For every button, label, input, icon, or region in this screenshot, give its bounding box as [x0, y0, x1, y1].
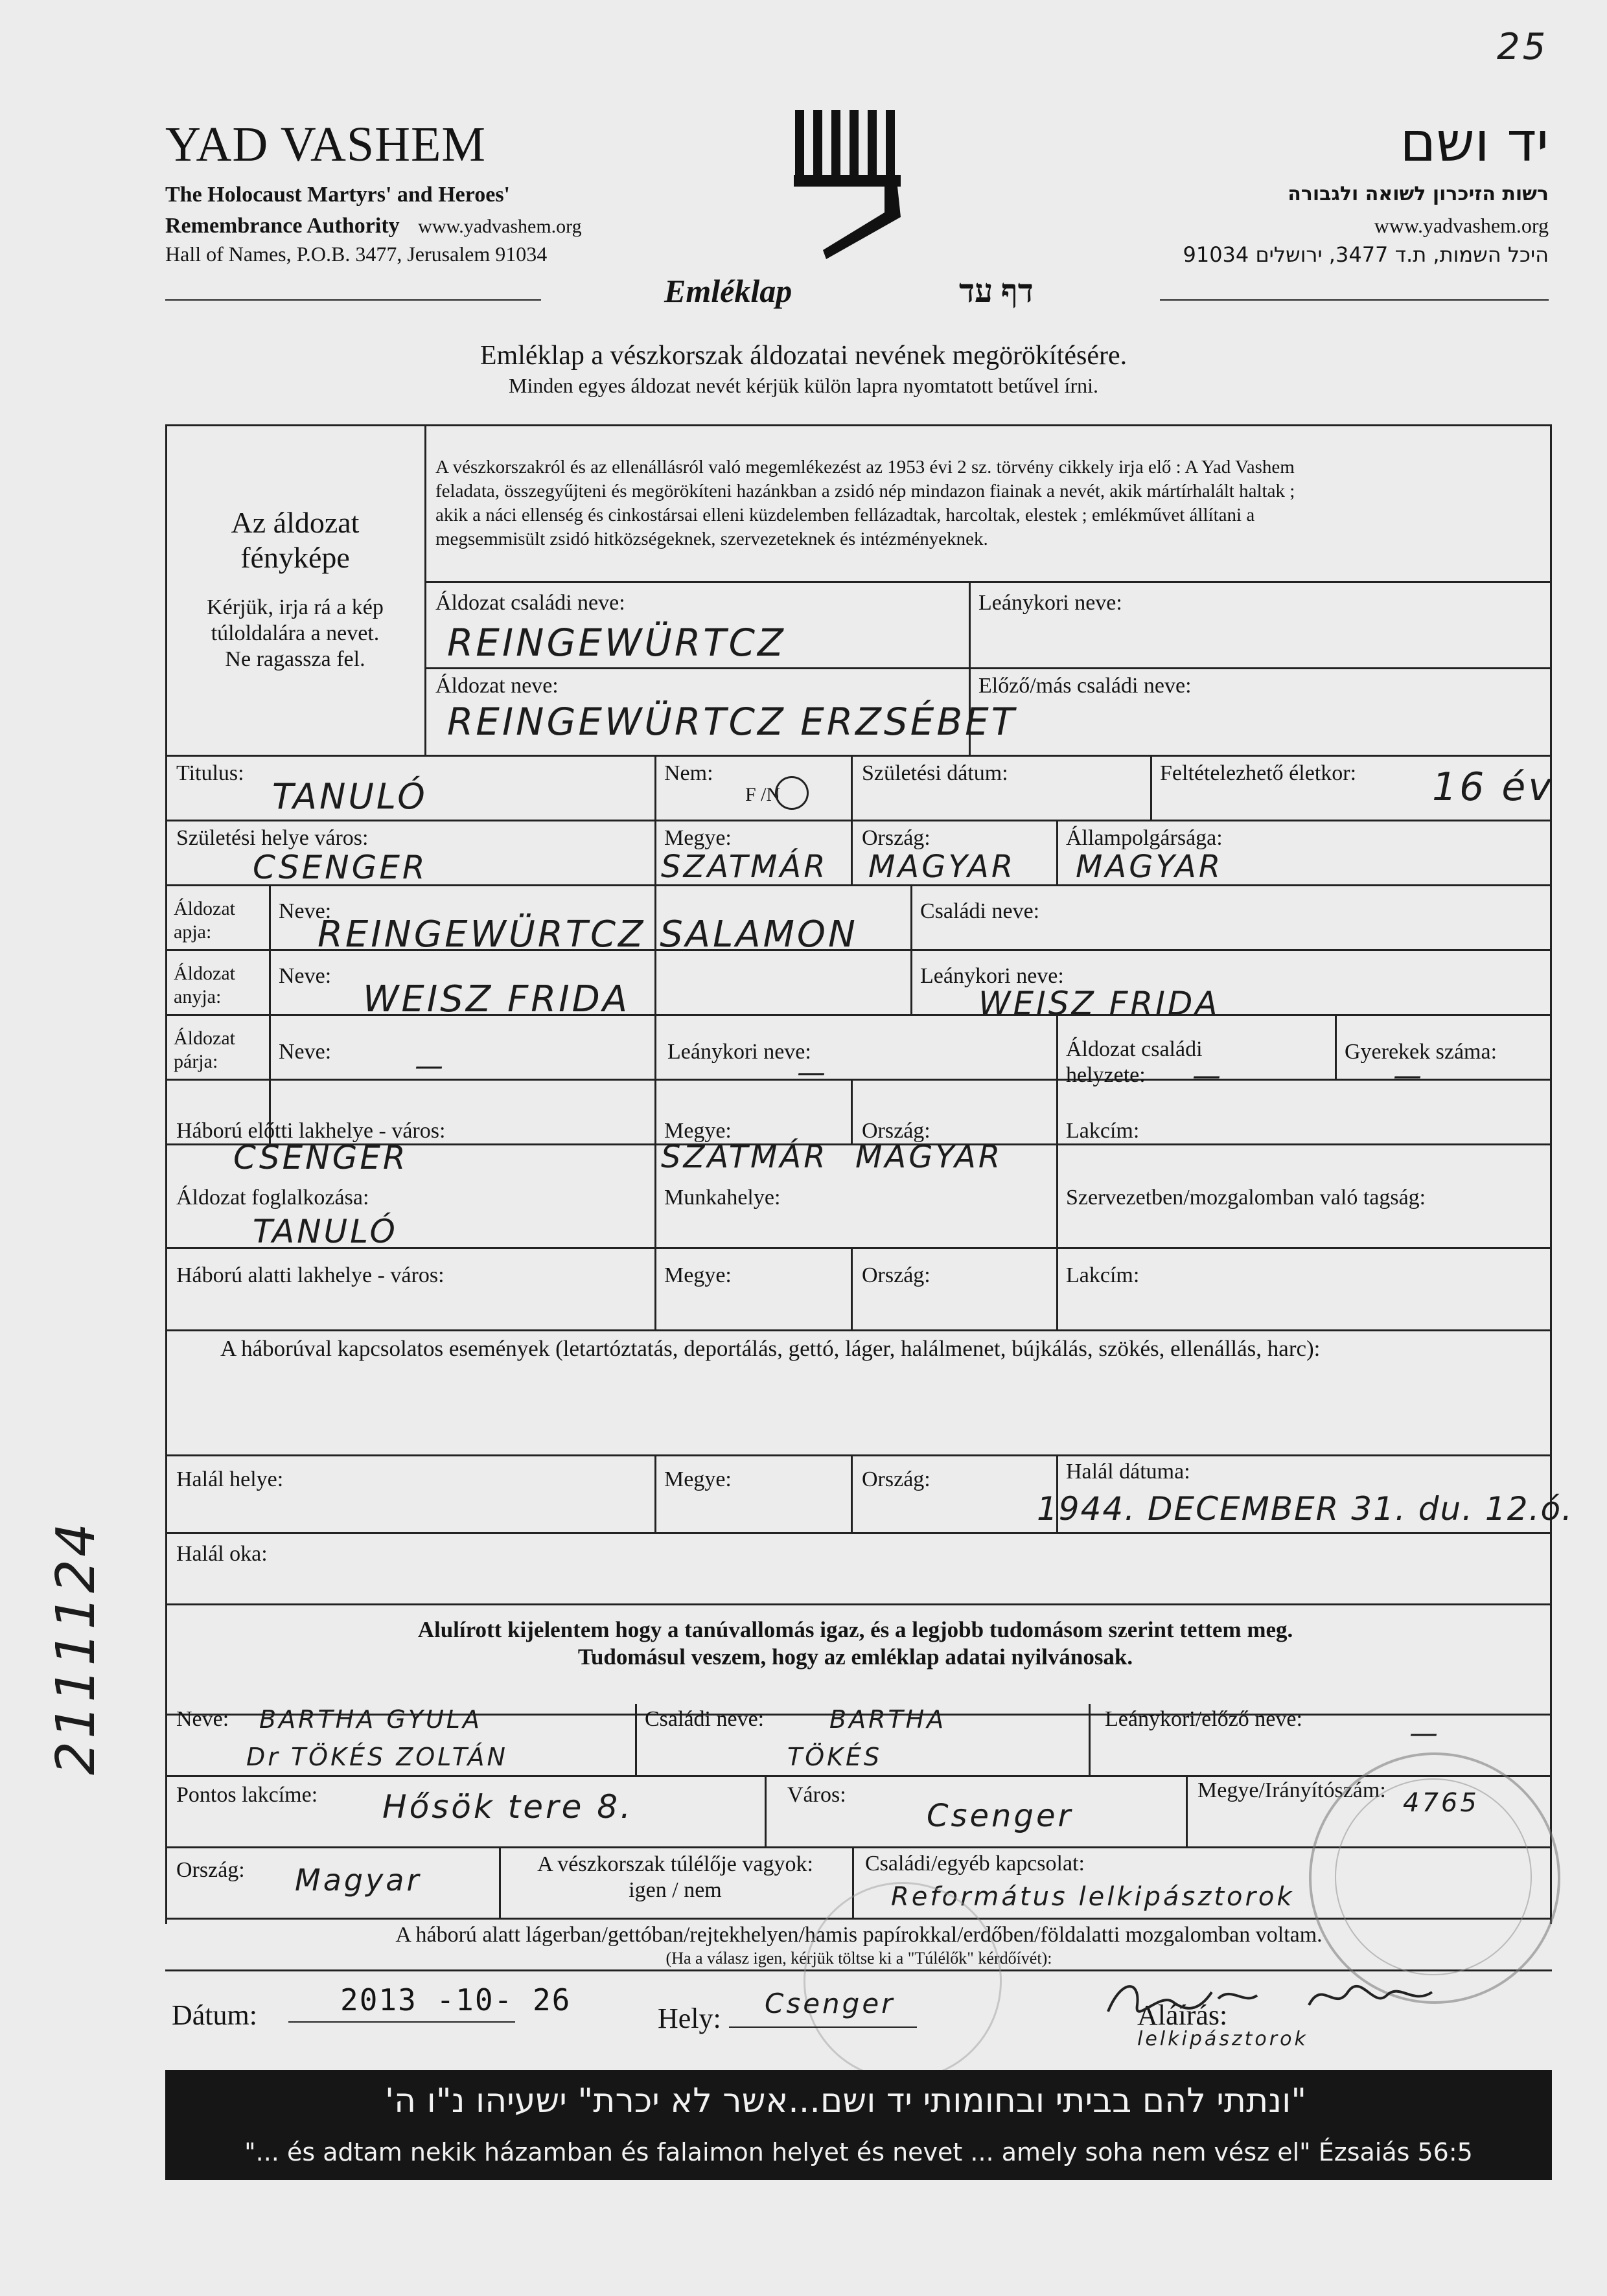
- birth-county-value[interactable]: SZATMÁR: [661, 849, 828, 885]
- yad-vashem-logo-icon: [787, 104, 917, 272]
- official-stamp-icon: [804, 1882, 1002, 2080]
- birth-country-value[interactable]: MAGYAR: [868, 849, 1016, 885]
- prewar-city-value[interactable]: CSENGER: [233, 1139, 408, 1177]
- zip-value[interactable]: 4765: [1403, 1788, 1479, 1818]
- submitter-family-2[interactable]: TÖKÉS: [787, 1743, 883, 1771]
- wartime-address-label: Lakcím:: [1066, 1263, 1140, 1287]
- mother-name-value[interactable]: WEISZ FRIDA: [363, 978, 630, 1020]
- citizenship-value[interactable]: MAGYAR: [1076, 849, 1223, 885]
- prewar-country-value[interactable]: MAGYAR: [855, 1139, 1003, 1175]
- signature-label: Aláírás:: [1137, 1999, 1228, 2031]
- form-title: Emléklap: [664, 273, 792, 309]
- prewar-county-value[interactable]: SZATMÁR: [661, 1139, 828, 1175]
- death-date-value[interactable]: 1944. DECEMBER 31. du. 12.ó.: [1037, 1490, 1573, 1528]
- citizenship-label: Állampolgársága:: [1066, 826, 1223, 850]
- photo-box-note: Kérjük, irja rá a kép túloldalára a nevet. Ne ragassza fel.: [207, 595, 384, 671]
- org-name: YAD VASHEM: [165, 117, 486, 172]
- spouse-maiden-value[interactable]: —: [797, 1056, 828, 1089]
- maiden-name-label: Leánykori neve:: [978, 591, 1122, 615]
- exact-address-label: Pontos lakcíme:: [176, 1783, 318, 1807]
- mother-maiden-label: Leánykori neve:: [920, 964, 1064, 988]
- workplace-label: Munkahelye:: [664, 1186, 781, 1210]
- hebrew-address: היכל השמות, ת.ד 3477, ירושלים 91034: [1183, 242, 1549, 267]
- wartime-residence-label: Háború alatti lakhelye - város:: [176, 1263, 445, 1287]
- hungarian-quote: "... és adtam nekik házamban és falaimon helyet és nevet ... amely soha nem vész el" Ézsaiás 56:5: [244, 2138, 1473, 2166]
- place-value[interactable]: Csenger: [765, 1988, 896, 2019]
- family-name-value[interactable]: REINGEWÜRTCZ: [447, 621, 786, 665]
- law-text: A vészkorszakról és az ellenállásról való megemlékezést az 1953 évi 2 sz. törvény cikkely irja elő : A Yad Vashem feladata, összegyűjteni és megörökíteni hazánkban a zsidó nép mindazon fiainak a nevét, akik mártírhalált haltak ; akik a náci ellenség és cinkostársai elleni küzdelemben fellázadtak, harcoltak, elestek ; emlékművet állítani a megsemmisült zsidó hitközségeknek, szervezeteknek és intézményeknek.: [435, 457, 1295, 549]
- father-name-value[interactable]: REINGEWÜRTCZ SALAMON: [318, 913, 858, 956]
- victim-name-label: Áldozat neve:: [435, 674, 559, 698]
- form-title-hebrew: דף עד: [959, 273, 1034, 309]
- exact-address-value[interactable]: Hősök tere 8.: [382, 1788, 633, 1826]
- children-label: Gyerekek száma:: [1345, 1040, 1497, 1064]
- marital-value[interactable]: —: [1192, 1059, 1223, 1092]
- family-name-label: Áldozat családi neve:: [435, 591, 625, 615]
- submitter-family-label: Családi neve:: [645, 1707, 765, 1731]
- death-county-label: Megye:: [664, 1467, 732, 1491]
- father-family-label: Családi neve:: [920, 899, 1040, 923]
- submitter-country-value[interactable]: Magyar: [295, 1863, 422, 1898]
- submitter-name-label: Neve:: [176, 1707, 229, 1731]
- intro-line-2: Minden egyes áldozat nevét kérjük külön lapra nyomtatott betűvel írni.: [509, 374, 1098, 397]
- birth-date-label: Születési dátum:: [862, 761, 1008, 785]
- camp-question: A háború alatt lágerban/gettóban/rejtekhelyen/hamis papírokkal/erdőben/földalatti mozgalomban voltam.: [395, 1923, 1323, 1947]
- photo-box-title: Az áldozat fényképe: [231, 506, 360, 574]
- date-value[interactable]: 2013 -10- 26: [340, 1982, 572, 2017]
- submitter-name-1[interactable]: BARTHA GYULA: [259, 1705, 482, 1734]
- city-value[interactable]: Csenger: [927, 1798, 1074, 1834]
- children-value[interactable]: —: [1393, 1059, 1424, 1092]
- birth-place-label: Születési helye város:: [176, 826, 369, 850]
- photo-divider: [424, 424, 426, 755]
- estimated-age-value[interactable]: 16 év: [1432, 764, 1554, 810]
- occupation-label: Áldozat foglalkozása:: [176, 1186, 369, 1210]
- mother-label: Áldozat anyja:: [174, 963, 235, 1007]
- gender-selected-circle: [775, 776, 809, 810]
- gender-options[interactable]: F /N: [745, 784, 781, 805]
- camp-note: (Ha a válasz igen, kérjük töltse ki a "Túlélők" kérdőívét):: [665, 1949, 1052, 1968]
- father-name-label: Neve:: [279, 899, 332, 923]
- marital-label: Áldozat családi helyzete:: [1066, 1037, 1203, 1087]
- archive-number: 2111124: [45, 1520, 107, 1775]
- org-subtitle-line: [165, 214, 582, 238]
- org-subtitle-2: Remembrance Authority: [165, 214, 400, 238]
- birth-place-value[interactable]: CSENGER: [253, 849, 428, 886]
- county-zip-label: Megye/Irányítószám:: [1197, 1778, 1386, 1802]
- relation-value[interactable]: Református lelkipásztorok: [891, 1882, 1295, 1912]
- gender-label: Nem:: [664, 761, 713, 785]
- grid-top: [165, 424, 1552, 426]
- spouse-maiden-label: Leánykori neve:: [667, 1040, 811, 1064]
- date-label: Dátum:: [172, 1999, 257, 2031]
- submitter-country-label: Ország:: [176, 1858, 245, 1882]
- birth-country-label: Ország:: [862, 826, 931, 850]
- declaration: Alulírott kijelentem hogy a tanúvallomás igaz, és a legjobb tudomásom szerint tettem meg. Tudomásul veszem, hogy az emléklap adatai nyilvánosak.: [417, 1617, 1293, 1670]
- wartime-country-label: Ország:: [862, 1263, 931, 1287]
- title-value[interactable]: TANULÓ: [272, 776, 428, 817]
- death-date-label: Halál dátuma:: [1066, 1460, 1190, 1484]
- war-events-label: A háborúval kapcsolatos események (letartóztatás, deportálás, gettó, láger, halálmenet, bújkálás, szökés, ellenállás, harc):: [220, 1336, 1321, 1361]
- birth-county-label: Megye:: [664, 826, 732, 850]
- death-place-label: Halál helye:: [176, 1467, 284, 1491]
- hebrew-website: www.yadvashem.org: [1374, 214, 1549, 237]
- org-subtitle-1: The Holocaust Martyrs' and Heroes': [165, 183, 510, 207]
- org-address: Hall of Names, P.O.B. 3477, Jerusalem 91034: [165, 242, 548, 266]
- place-label: Hely:: [658, 2003, 721, 2034]
- estimated-age-label: Feltételezhető életkor:: [1160, 761, 1357, 785]
- prev-family-name-label: Előző/más családi neve:: [978, 674, 1192, 698]
- relation-label: Családi/egyéb kapcsolat:: [865, 1852, 1085, 1876]
- occupation-value[interactable]: TANULÓ: [253, 1213, 398, 1250]
- header-rule-left: [165, 299, 541, 301]
- death-cause-label: Halál oka:: [176, 1542, 268, 1566]
- submitter-name-2[interactable]: Dr TÖKÉS ZOLTÁN: [246, 1743, 508, 1771]
- hebrew-quote: "ונתתי להם בביתי ובחומותי יד ושם...אשר לא יכרת" ישעיהו נ"ו ה': [384, 2082, 1307, 2120]
- title-label: Titulus:: [176, 761, 244, 785]
- org-website: www.yadvashem.org: [418, 216, 582, 237]
- death-country-label: Ország:: [862, 1467, 931, 1491]
- prewar-residence-label: Háború előtti lakhelye - város:: [176, 1119, 446, 1143]
- victim-name-value[interactable]: REINGEWÜRTCZ ERZSÉBET: [447, 700, 1017, 744]
- survivor-label: A vészkorszak túlélője vagyok: igen / nem: [537, 1852, 813, 1902]
- submitter-maiden-value[interactable]: —: [1409, 1717, 1440, 1750]
- intro-line-1: Emléklap a vészkorszak áldozatai nevének megörökítésére.: [480, 341, 1127, 371]
- prewar-county-label: Megye:: [664, 1119, 732, 1143]
- header-rule-right: [1160, 299, 1549, 301]
- submitter-family-1[interactable]: BARTHA: [829, 1705, 947, 1734]
- prewar-country-label: Ország:: [862, 1119, 931, 1143]
- wartime-county-label: Megye:: [664, 1263, 732, 1287]
- page-number: 25: [1497, 26, 1549, 68]
- father-label: Áldozat apja:: [174, 898, 235, 943]
- prewar-address-label: Lakcím:: [1066, 1119, 1140, 1143]
- hebrew-org-name: יד ושם: [1400, 110, 1549, 174]
- hebrew-org-subtitle: רשות הזיכרון לשואה ולגבורה: [1288, 183, 1549, 205]
- footer-banner: [165, 2070, 1552, 2180]
- submitter-maiden-label: Leánykori/előző neve:: [1105, 1707, 1302, 1731]
- mother-maiden-value[interactable]: WEISZ FRIDA: [978, 985, 1220, 1022]
- spouse-label: Áldozat párja:: [174, 1027, 235, 1072]
- spouse-name-label: Neve:: [279, 1040, 332, 1064]
- signature-scribble-icon: [1102, 1966, 1439, 2038]
- signature-note: lelkipásztorok: [1137, 2028, 1308, 2050]
- membership-label: Szervezetben/mozgalomban való tagság:: [1066, 1186, 1426, 1210]
- mother-name-label: Neve:: [279, 964, 332, 988]
- city-label: Város:: [787, 1783, 846, 1807]
- spouse-name-value[interactable]: —: [415, 1050, 446, 1083]
